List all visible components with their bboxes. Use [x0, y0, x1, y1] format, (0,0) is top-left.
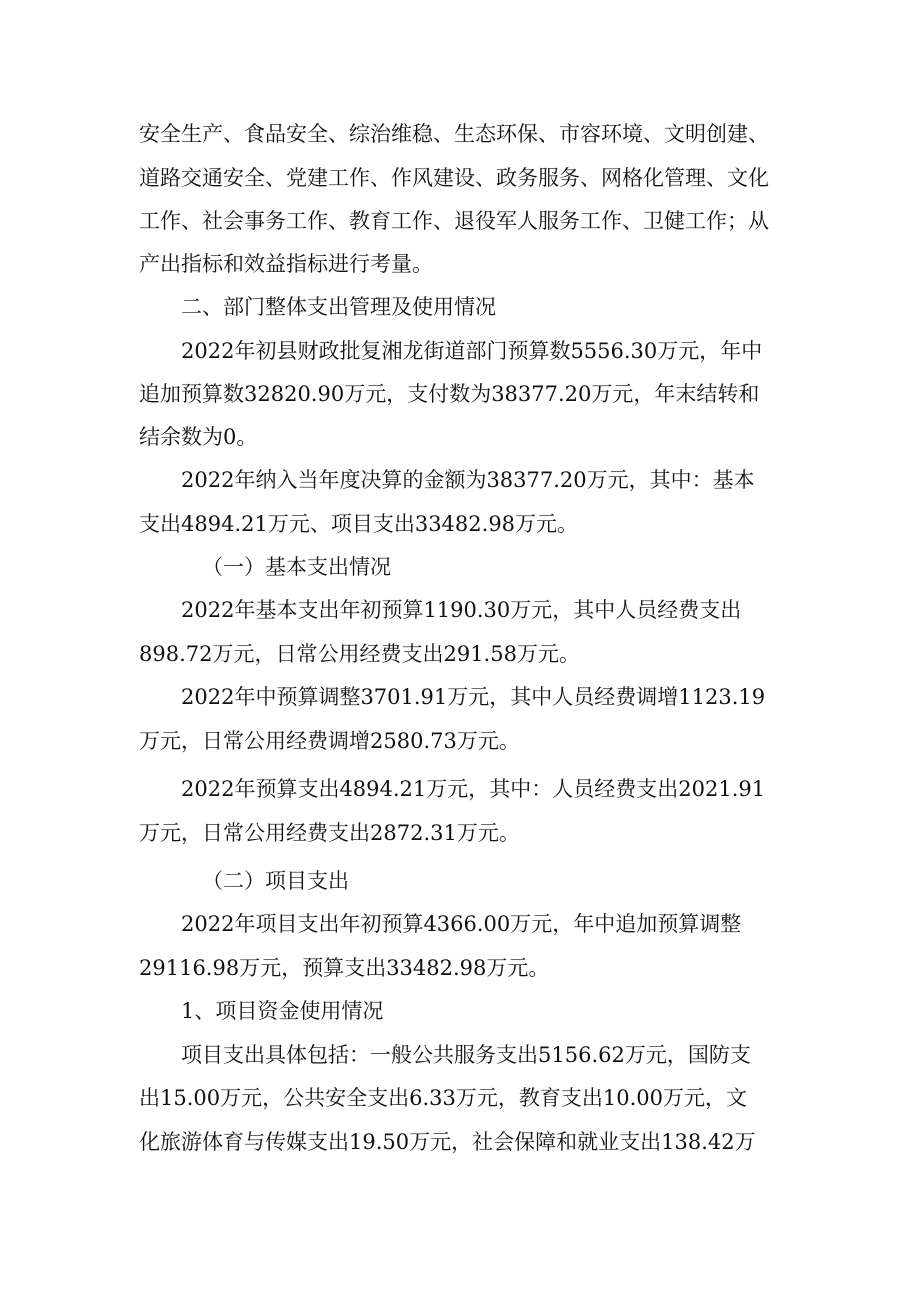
text-line: 道路交通安全、党建工作、作风建设、政务服务、网格化管理、文化 — [139, 166, 769, 190]
text-line: 2022年项目支出年初预算4366.00万元，年中追加预算调整 — [181, 912, 742, 936]
text-line: 2022年预算支出4894.21万元，其中：人员经费支出2021.91 — [181, 777, 766, 801]
text-line: 产出指标和效益指标进行考量。 — [139, 252, 433, 276]
section-heading: 二、部门整体支出管理及使用情况 — [181, 295, 496, 319]
text-line: 29116.98万元，预算支出33482.98万元。 — [139, 956, 550, 980]
text-line: 支出4894.21万元、项目支出33482.98万元。 — [139, 512, 579, 536]
text-line: 项目支出具体包括：一般公共服务支出5156.62万元，国防支 — [181, 1043, 751, 1067]
text-line: 化旅游体育与传媒支出19.50万元，社会保障和就业支出138.42万 — [139, 1130, 756, 1154]
text-line: 2022年中预算调整3701.91万元，其中人员经费调增1123.19 — [181, 685, 766, 709]
text-line: 898.72万元，日常公用经费支出291.58万元。 — [139, 642, 580, 666]
text-line: 万元，日常公用经费支出2872.31万元。 — [139, 821, 520, 845]
text-line: 2022年基本支出年初预算1190.30万元，其中人员经费支出 — [181, 598, 742, 622]
text-line: 出15.00万元，公共安全支出6.33万元，教育支出10.00万元，文 — [139, 1086, 747, 1110]
item-heading: 1、项目资金使用情况 — [181, 999, 384, 1023]
text-line: 结余数为0。 — [139, 425, 258, 449]
text-line: 工作、社会事务工作、教育工作、退役军人服务工作、卫健工作；从 — [139, 209, 769, 233]
subsection-heading: （二）项目支出 — [202, 869, 349, 893]
subsection-heading: （一）基本支出情况 — [202, 555, 391, 579]
text-line: 2022年初县财政批复湘龙街道部门预算数5556.30万元，年中 — [181, 339, 763, 363]
text-line: 2022年纳入当年度决算的金额为38377.20万元，其中：基本 — [181, 468, 755, 492]
text-line: 安全生产、食品安全、综治维稳、生态环保、市容环境、文明创建、 — [139, 122, 769, 146]
text-line: 追加预算数32820.90万元，支付数为38377.20万元，年末结转和 — [139, 382, 760, 406]
text-line: 万元，日常公用经费调增2580.73万元。 — [139, 729, 520, 753]
